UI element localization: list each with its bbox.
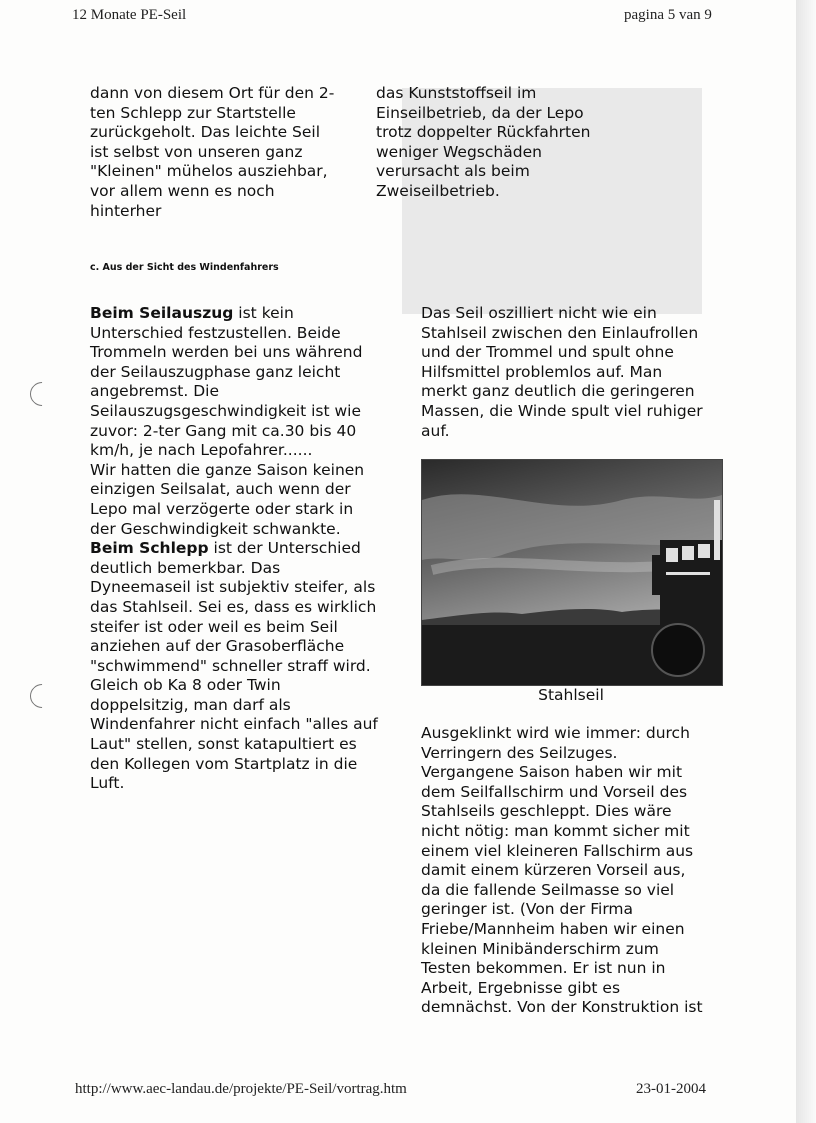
text-line: Unterschied festzustellen. Beide	[90, 323, 341, 342]
text-line: verursacht als beim	[376, 162, 530, 181]
scan-edge-shadow	[796, 0, 816, 1123]
bold-lead-seilauszug: Beim Seilauszug	[90, 304, 234, 322]
text-line: km/h, je nach Lepofahrer......	[90, 441, 313, 460]
text-line: Gleich ob Ka 8 oder Twin	[90, 676, 281, 695]
text-line: dann von diesem Ort für den 2-	[90, 84, 335, 102]
text-line: Verringern des Seilzuges.	[421, 743, 618, 762]
text-line: dem Seilfallschirm und Vorseil des	[421, 782, 688, 801]
text-line: kleinen Minibänderschirm zum	[421, 939, 659, 958]
text-line: Hilfsmittel problemlos auf. Man	[421, 362, 663, 381]
lead-continuation: ist kein	[233, 304, 294, 322]
photo-caption: Stahlseil	[538, 686, 604, 704]
punch-hole-upper	[25, 377, 59, 411]
text-line: Laut" stellen, sonst katapultiert es	[90, 735, 357, 754]
text-line: vor allem wenn es noch	[90, 181, 275, 200]
section-heading: c. Aus der Sicht des Windenfahrers	[90, 262, 279, 273]
text-line: Das Seil oszilliert nicht wie ein	[421, 304, 657, 322]
lead-continuation: ist der Unterschied	[208, 539, 361, 558]
text-line: demnächst. Von der Konstruktion ist	[421, 998, 703, 1017]
text-line: Ausgeklinkt wird wie immer: durch	[421, 724, 690, 742]
text-line: Dyneemaseil ist subjektiv steifer, als	[90, 578, 376, 597]
text-line: deutlich bemerkbar. Das	[90, 558, 281, 577]
text-line: ten Schlepp zur Startstelle	[90, 103, 296, 122]
text-line: Luft.	[90, 774, 125, 793]
footer-date: 23-01-2004	[636, 1081, 706, 1097]
text-line: und der Trommel und spult ohne	[421, 343, 674, 362]
text-line: Wir hatten die ganze Saison keinen	[90, 460, 365, 479]
text-line: Stahlseil zwischen den Einlaufrollen	[421, 323, 699, 342]
text-line: trotz doppelter Rückfahrten	[376, 123, 591, 142]
text-line: Testen bekommen. Er ist nun in	[421, 959, 666, 978]
text-line: der Seilauszugphase ganz leicht	[90, 362, 341, 381]
text-line	[90, 539, 378, 559]
text-line: Einseilbetrieb, da der Lepo	[376, 103, 584, 122]
text-line: einzigen Seilsalat, auch wenn der	[90, 480, 351, 499]
text-line: hinterher	[90, 201, 162, 220]
text-line: "Kleinen" mühelos ausziehbar,	[90, 162, 328, 181]
footer-url: http://www.aec-landau.de/projekte/PE-Seil/vortrag.htm	[75, 1081, 407, 1097]
winch-photo-graphic	[422, 460, 722, 685]
text-line: Trommeln werden bei uns während	[90, 343, 363, 362]
punch-hole-lower	[25, 679, 59, 713]
text-line: weniger Wegschäden	[376, 142, 542, 161]
text-line: ist selbst von unseren ganz	[90, 142, 303, 161]
header-page-number: pagina 5 van 9	[624, 7, 712, 23]
text-line: Stahlseils geschleppt. Dies wäre	[421, 802, 672, 821]
right-column-bottom-text	[421, 724, 703, 1018]
text-line: zuvor: 2-ter Gang mit ca.30 bis 40	[90, 421, 357, 440]
header-title: 12 Monate PE-Seil	[72, 7, 187, 23]
text-line: Arbeit, Ergebnisse gibt es	[421, 978, 621, 997]
text-line: Massen, die Winde spult viel ruhiger	[421, 401, 703, 420]
text-line: den Kollegen vom Startplatz in die	[90, 754, 358, 773]
text-line: nicht nötig: man kommt sicher mit	[421, 821, 690, 840]
text-line: der Geschwindigkeit schwankte.	[90, 519, 341, 538]
left-column-main-text	[90, 304, 378, 794]
text-line: Friebe/Mannheim haben wir einen	[421, 919, 685, 938]
bold-lead-schlepp: Beim Schlepp	[90, 539, 209, 558]
right-column-top-text	[376, 84, 590, 202]
left-column-top-text	[90, 84, 334, 221]
text-line: damit einem kürzeren Vorseil aus,	[421, 861, 686, 880]
text-line: geringer ist. (Von der Firma	[421, 900, 634, 919]
text-line: da die fallende Seilmasse so viel	[421, 880, 675, 899]
text-line: Lepo mal verzögerte oder stark in	[90, 499, 354, 518]
text-line: Windenfahrer nicht einfach "alles auf	[90, 715, 378, 734]
text-line: zurückgeholt. Das leichte Seil	[90, 123, 321, 142]
text-line: doppelsitzig, man darf als	[90, 695, 291, 714]
winch-photo	[421, 459, 723, 686]
text-line: das Kunststoffseil im	[376, 84, 537, 102]
text-line: Zweiseilbetrieb.	[376, 181, 500, 200]
text-line: auf.	[421, 421, 450, 440]
text-line: "schwimmend" schneller straff wird.	[90, 656, 371, 675]
text-line: angebremst. Die	[90, 382, 219, 401]
text-line	[90, 304, 378, 324]
text-line: merkt ganz deutlich die geringeren	[421, 382, 695, 401]
text-line: anziehen auf der Grasoberfläche	[90, 637, 345, 656]
text-line: einem viel kleineren Fallschirm aus	[421, 841, 694, 860]
text-line: Vergangene Saison haben wir mit	[421, 763, 683, 782]
right-column-mid-text	[421, 304, 703, 441]
text-line: Seilauszugsgeschwindigkeit ist wie	[90, 401, 362, 420]
text-line: das Stahlseil. Sei es, dass es wirklich	[90, 597, 377, 616]
text-line: steifer ist oder weil es beim Seil	[90, 617, 338, 636]
